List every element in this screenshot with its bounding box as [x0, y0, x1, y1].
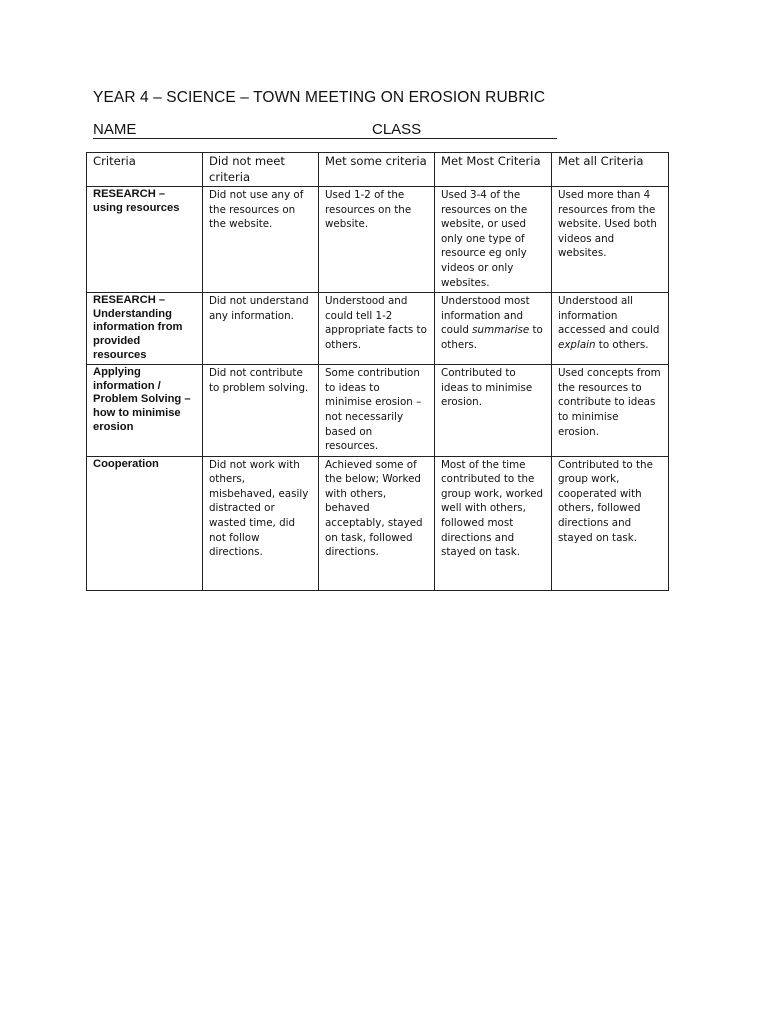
class-label: CLASS [372, 121, 422, 138]
met-all-cell: Contributed to the group work, cooperated with others, followed directions and stayed on task. [552, 456, 669, 590]
met-all-cell [552, 293, 669, 365]
criteria-cell: RESEARCH – Understanding information from provided resources [87, 293, 203, 365]
name-class-line [93, 120, 557, 139]
table-row [87, 187, 669, 293]
met-some-cell: Understood and could tell 1-2 appropriate facts to others. [319, 293, 435, 365]
met-some-cell: Some contribution to ideas to minimise erosion – not necessarily based on resources. [319, 365, 435, 457]
did-not-meet-cell: Did not contribute to problem solving. [203, 365, 319, 457]
cell-text: Understood most information and could [441, 295, 530, 337]
met-most-cell: Used 3-4 of the resources on the website, or used only one type of resource eg only videos or only websites. [435, 187, 552, 293]
met-most-cell: Contributed to ideas to minimise erosion. [435, 365, 552, 457]
did-not-meet-cell: Did not use any of the resources on the website. [203, 187, 319, 293]
did-not-meet-cell: Did not understand any information. [203, 293, 319, 365]
met-most-cell: Most of the time contributed to the group work, worked well with others, followed most directions and stayed on task. [435, 456, 552, 590]
met-all-cell: Used more than 4 resources from the website. Used both videos and websites. [552, 187, 669, 293]
name-label: NAME [93, 121, 137, 138]
met-most-cell [435, 293, 552, 365]
header-criteria: Criteria [87, 153, 203, 187]
cell-text: Understood all information accessed and could [558, 295, 660, 337]
header-met-all: Met all Criteria [552, 153, 669, 187]
table-row [87, 293, 669, 365]
criteria-cell: Cooperation [87, 456, 203, 590]
cell-text: to others. [441, 324, 543, 351]
criteria-cell: Applying information / Problem Solving – how to minimise erosion [87, 365, 203, 457]
table-header-row [87, 153, 669, 187]
table-row [87, 456, 669, 590]
cell-text: to others. [595, 338, 649, 351]
met-all-cell: Used concepts from the resources to contribute to ideas to minimise erosion. [552, 365, 669, 457]
document-title: YEAR 4 – SCIENCE – TOWN MEETING ON EROSION RUBRIC [93, 89, 546, 106]
emphasis-text: explain [558, 338, 596, 351]
met-some-cell: Used 1-2 of the resources on the website. [319, 187, 435, 293]
rubric-table [86, 152, 669, 591]
header-did-not-meet: Did not meet criteria [203, 153, 319, 187]
met-some-cell: Achieved some of the below; Worked with others, behaved acceptably, stayed on task, followed directions. [319, 456, 435, 590]
criteria-cell: RESEARCH – using resources [87, 187, 203, 293]
did-not-meet-cell: Did not work with others, misbehaved, easily distracted or wasted time, did not follow directions. [203, 456, 319, 590]
header-met-most: Met Most Criteria [435, 153, 552, 187]
header-met-some: Met some criteria [319, 153, 435, 187]
emphasis-text: summarise [472, 324, 530, 337]
table-row [87, 365, 669, 457]
